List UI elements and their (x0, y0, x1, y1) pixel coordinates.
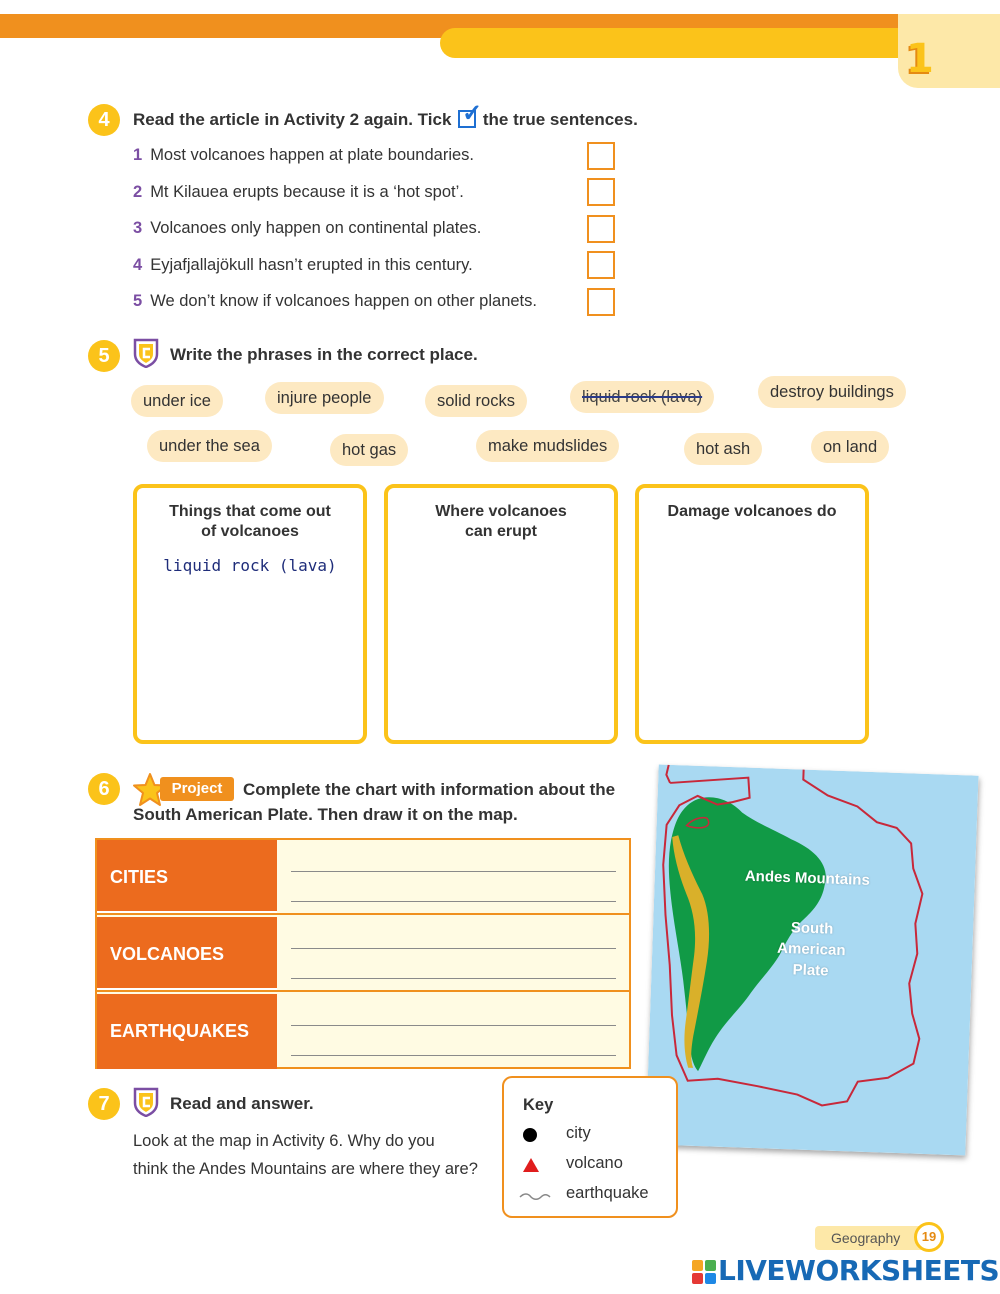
phrase-chip[interactable]: solid rocks (425, 385, 527, 417)
chart-label: EARTHQUAKES (97, 994, 277, 1069)
sentence-3: 3 Volcanoes only happen on continental plates. (133, 219, 482, 237)
example-answer: liquid rock (lava) (163, 556, 337, 575)
map-key (502, 1076, 678, 1218)
sort-box-where-erupt[interactable] (384, 484, 618, 744)
checkbox-2[interactable] (587, 178, 615, 206)
checkbox-3[interactable] (587, 215, 615, 243)
sort-box-damage[interactable] (635, 484, 869, 744)
header-yellow-bar (440, 28, 910, 58)
sort-box-come-out[interactable] (133, 484, 367, 744)
activity-6-instruction-line1: Complete the chart with information about the (243, 780, 616, 799)
activity-7-number: 7 (88, 1088, 120, 1120)
answer-line[interactable] (291, 1025, 616, 1026)
sentence-2: 2 Mt Kilauea erupts because it is a ‘hot spot’. (133, 183, 464, 201)
liveworksheets-logo (692, 1254, 1000, 1290)
sort-box-heading: Where volcanoes can erupt (435, 503, 567, 540)
key-item-earthquake: earthquake (566, 1184, 649, 1202)
chart-label: CITIES (97, 840, 277, 913)
shield-icon (133, 338, 159, 368)
key-title: Key (523, 1096, 554, 1114)
phrase-chip[interactable]: hot gas (330, 434, 408, 466)
chart-label: VOLCANOES (97, 917, 277, 990)
phrase-chip-used[interactable]: liquid rock (lava) (570, 381, 714, 413)
volcano-triangle-icon (523, 1158, 539, 1172)
sentence-5: 5 We don’t know if volcanoes happen on other planets. (133, 292, 537, 310)
watermark-text: LIVEWORKSHEETS (718, 1254, 1000, 1287)
activity-7-question: Look at the map in Activity 6. Why do you think the Andes Mountains are where they are? (133, 1132, 478, 1178)
phrase-chip[interactable]: injure people (265, 382, 384, 414)
activity-4-instruction (133, 100, 638, 130)
answer-line[interactable] (291, 1055, 616, 1056)
city-dot-icon (523, 1128, 537, 1142)
activity-4-instruction-part1: Read the article in Activity 2 again. Tick (133, 110, 452, 129)
answer-line[interactable] (291, 948, 616, 949)
activity-5-instruction: Write the phrases in the correct place. (170, 345, 478, 364)
sentence-1: 1 Most volcanoes happen at plate boundaries. (133, 146, 474, 164)
plate-info-chart (95, 838, 631, 1069)
phrase-chip[interactable]: make mudslides (476, 430, 619, 462)
shield-icon (133, 1087, 159, 1117)
answer-line[interactable] (291, 871, 616, 872)
sort-box-heading: Damage volcanoes do (667, 503, 837, 520)
map-label-andes: Andes Mountains (744, 867, 871, 889)
tick-icon: ✓ (458, 110, 476, 128)
key-item-city: city (566, 1124, 591, 1142)
answer-line[interactable] (291, 901, 616, 902)
sort-box-heading: Things that come out of volcanoes (169, 503, 331, 540)
checkbox-4[interactable] (587, 251, 615, 279)
chart-row-earthquakes (97, 994, 629, 1069)
earthquake-wave-icon (519, 1190, 551, 1202)
checkbox-1[interactable] (587, 142, 615, 170)
phrase-chip[interactable]: under ice (131, 385, 223, 417)
activity-4-instruction-part2: the true sentences. (482, 110, 638, 129)
project-badge: Project (160, 777, 234, 801)
phrase-chip[interactable]: on land (811, 431, 889, 463)
map-label-plate: South American Plate (776, 919, 846, 980)
page-number: 19 (914, 1222, 944, 1252)
phrase-chip[interactable]: destroy buildings (758, 376, 906, 408)
checkbox-5[interactable] (587, 288, 615, 316)
activity-6-instruction-line2: South American Plate. Then draw it on the map. (133, 805, 518, 824)
phrase-chip[interactable]: hot ash (684, 433, 762, 465)
phrase-chip[interactable]: under the sea (147, 430, 272, 462)
unit-number: 1 (906, 36, 934, 82)
activity-7-instruction: Read and answer. (170, 1094, 314, 1113)
activity-4-number: 4 (88, 104, 120, 136)
answer-line[interactable] (291, 978, 616, 979)
key-item-volcano: volcano (566, 1154, 623, 1172)
chart-row-volcanoes (97, 917, 629, 992)
south-america-map[interactable] (645, 765, 978, 1156)
subject-tag: Geography (815, 1226, 935, 1250)
chart-row-cities (97, 840, 629, 915)
liveworksheets-icon (692, 1260, 716, 1284)
sentence-4: 4 Eyjafjallajökull hasn’t erupted in this century. (133, 256, 473, 274)
activity-5-number: 5 (88, 340, 120, 372)
activity-6-number: 6 (88, 773, 120, 805)
